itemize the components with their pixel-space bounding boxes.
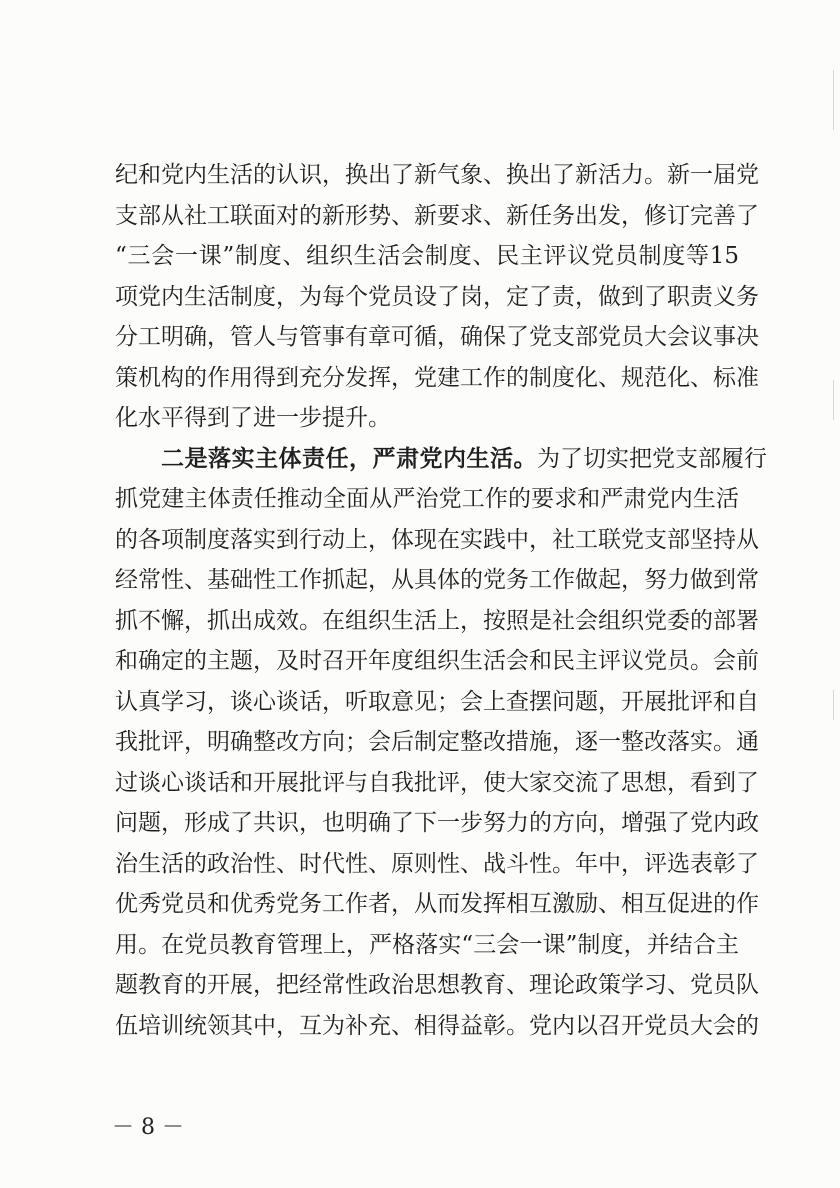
scan-edge-mark [833,70,834,130]
text-line: 和确定的主题，及时召开年度组织生活会和民主评议党员。会前 [115,648,759,674]
text-line: 策机构的作用得到充分发挥，党建工作的制度化、规范化、标准 [115,364,759,391]
text-line: “三会一课”制度、组织生活会制度、民主评议党员制度等15 [115,243,739,269]
text-line: 用。在党员教育管理上，严格落实“三会一课”制度，并结合主 [115,931,739,958]
text-line: 分工明确，管人与管事有章可循，确保了党支部党员大会议事决 [115,324,759,350]
text-line: 治生活的政治性、时代性、原则性、战斗性。年中，评选表彰了 [115,850,759,877]
text-line [115,439,767,480]
text-line: 伍培训统领其中，互为补充、相得益彰。党内以召开党员大会的 [115,1012,759,1039]
paragraph-lead-heading: 二是落实主体责任，严肃党内生活。 [161,445,537,472]
text-line: 过谈心谈话和开展批评与自我批评，使大家交流了思想，看到了 [115,769,759,796]
scan-edge-mark [833,380,834,420]
text-line: 的各项制度落实到行动上，体现在实践中，社工联党支部坚持从 [115,526,759,553]
paragraph-2 [115,439,767,1047]
text-line: 支部从社工联面对的新形势、新要求、新任务出发，修订完善了 [115,202,759,229]
page-number: － 8 － [112,1115,184,1140]
text-line: 抓党建主体责任推动全面从严治党工作的要求和严肃党内生活 [115,486,739,512]
text-line: 问题，形成了共识，也明确了下一步努力的方向，增强了党内政 [115,810,759,836]
document-body [115,155,767,1046]
text-line: 我批评，明确整改方向；会后制定整改措施，逐一整改落实。通 [115,729,759,755]
text-line: 认真学习，谈心谈话，听取意见；会上查摆问题，开展批评和自 [115,688,759,715]
text-line: 化水平得到了进一步提升。 [115,405,391,431]
text-line: 经常性、基础性工作抓起，从具体的党务工作做起，努力做到常 [115,567,759,593]
paragraph-1 [115,155,759,439]
text-line: 项党内生活制度，为每个党员设了岗，定了责，做到了职责义务 [115,283,759,310]
paragraph-text: 为了切实把党支部履行 [537,445,767,472]
text-line: 题教育的开展，把经常性政治思想教育、理论政策学习、党员队 [115,972,759,998]
scan-edge-mark [833,690,834,720]
text-line: 优秀党员和优秀党务工作者，从而发挥相互激励、相互促进的作 [115,891,759,917]
text-line: 纪和党内生活的认识，换出了新气象、换出了新活力。新一届党 [115,162,759,188]
text-line: 抓不懈，抓出成效。在组织生活上，按照是社会组织党委的部署 [115,607,759,634]
